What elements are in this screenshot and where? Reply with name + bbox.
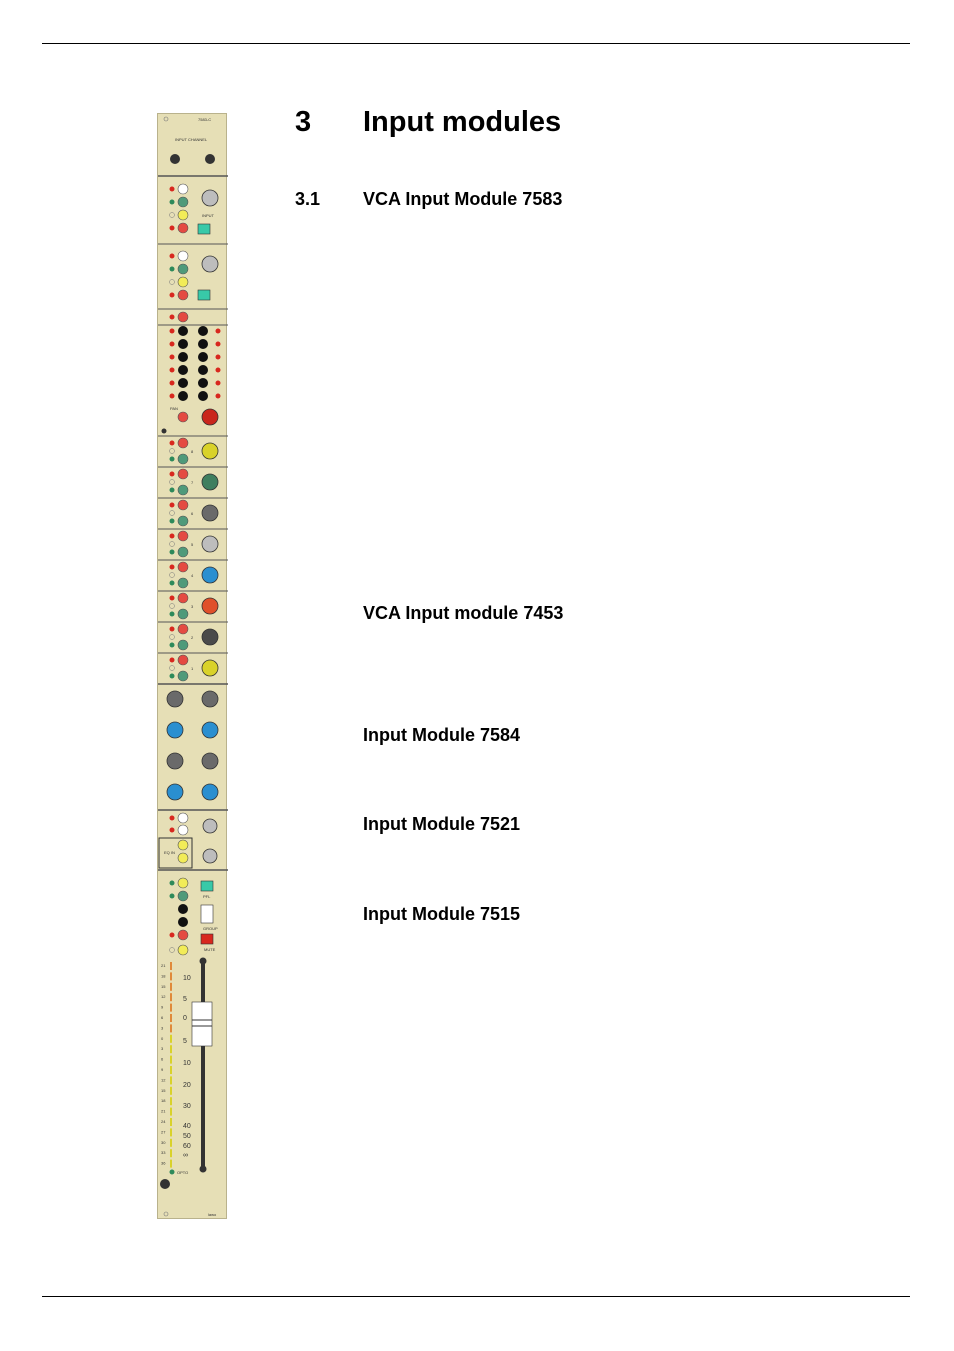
meter-segment [170, 1066, 172, 1074]
meter-segment [170, 1087, 172, 1095]
eq-knob-icon [202, 722, 218, 738]
fader-scale-label: 30 [183, 1103, 191, 1110]
fader-track [201, 962, 205, 1172]
aux-on-button-icon [178, 454, 188, 464]
aux-led [170, 511, 175, 516]
aux-led [170, 612, 175, 617]
meter-scale-label: 21 [161, 1108, 166, 1114]
chapter-number: 3 [295, 106, 312, 138]
meter-segment [170, 1149, 172, 1157]
meter-segment [170, 1004, 172, 1012]
meter-segment [170, 983, 172, 991]
aux-led [170, 457, 175, 462]
aux-led [170, 480, 175, 485]
section-number: 3.1 [295, 189, 321, 209]
eq-knob-icon [202, 691, 218, 707]
routing-button-icon [178, 391, 188, 401]
aux-knob-icon [202, 474, 218, 490]
aux-on-button-icon [178, 640, 188, 650]
meter-scale-label: 9 [161, 1004, 164, 1010]
aux-number: 7 [191, 480, 194, 485]
aux-pre-button-icon [178, 624, 188, 634]
meter-segment [170, 1014, 172, 1022]
meter-segment [170, 962, 172, 970]
fader-scale-label: 5 [183, 996, 187, 1003]
aux-pre-button-icon [178, 500, 188, 510]
aux-number: 8 [191, 449, 194, 454]
routing-button-icon [178, 339, 188, 349]
aux-on-button-icon [178, 547, 188, 557]
aux-knob-icon [202, 443, 218, 459]
meter-segment [170, 972, 172, 980]
routing-led [170, 394, 175, 399]
routing-button-icon [178, 352, 188, 362]
fader-scale-label: 40 [183, 1123, 191, 1130]
eq-knob-icon [202, 753, 218, 769]
aux-led [170, 565, 175, 570]
routing-led [170, 329, 175, 334]
meter-scale-label: 12 [161, 994, 166, 1000]
meter-segment [170, 1076, 172, 1084]
fader-scale-label: 20 [183, 1082, 191, 1089]
eq-section [158, 684, 228, 800]
routing-led [170, 355, 175, 360]
aux-led [170, 441, 175, 446]
aux-pre-button-icon [178, 655, 188, 665]
aux-knob-icon [202, 660, 218, 676]
screw-icon [164, 1212, 168, 1216]
meter-segment [170, 1160, 172, 1168]
routing-led [216, 342, 221, 347]
section-label: INPUT CHANNEL [175, 137, 208, 142]
routing-button-icon [198, 326, 208, 336]
aux-on-button-icon [178, 609, 188, 619]
aux-on-button-icon [178, 516, 188, 526]
aux-knob-icon [202, 598, 218, 614]
meter-scale-label: 3 [161, 1025, 164, 1031]
meter-scale-label: 36 [161, 1160, 166, 1166]
aux-led [170, 519, 175, 524]
aux-led [170, 666, 175, 671]
aux-number: 4 [191, 573, 194, 578]
routing-led [216, 355, 221, 360]
section-title: VCA Input Module 7583 [363, 189, 563, 209]
svg-text:OPTO: OPTO [177, 1170, 189, 1175]
pfl-button-icon [198, 224, 210, 234]
routing-button-icon [198, 339, 208, 349]
fader-scale-label: 60 [183, 1143, 191, 1150]
input-knob-icon [202, 190, 218, 206]
routing-led [170, 342, 175, 347]
aux-on-button-icon [178, 671, 188, 681]
routing-button-icon [178, 326, 188, 336]
level-meter [161, 962, 172, 1168]
routing-button-icon [178, 365, 188, 375]
highcut-knob-icon [203, 849, 217, 863]
aux-knob-icon [202, 567, 218, 583]
module-strip-svg [158, 114, 228, 1220]
meter-segment [170, 1108, 172, 1116]
lowcut-knob-icon [203, 819, 217, 833]
pfl-button-icon [201, 881, 213, 891]
routing-button-icon [198, 352, 208, 362]
eq-knob-icon [167, 691, 183, 707]
meter-segment [170, 1118, 172, 1126]
fader-scale-label: 50 [183, 1133, 191, 1140]
screw-icon [164, 117, 168, 121]
aux-led [170, 542, 175, 547]
subsection-title-7521: Input Module 7521 [363, 814, 521, 834]
meter-scale-label: 15 [161, 1087, 166, 1093]
meter-scale-label: 9 [161, 1067, 164, 1072]
aux-on-button-icon [178, 485, 188, 495]
svg-text:PFL: PFL [203, 894, 211, 899]
meter-scale-label: 3 [161, 1046, 164, 1052]
xlr-screw-icon [205, 154, 215, 164]
meter-segment [170, 1024, 172, 1032]
aux-led [170, 550, 175, 555]
routing-led [216, 394, 221, 399]
module-model-label: 7583-C [198, 117, 212, 122]
aux-number: 3 [191, 604, 194, 609]
aux-led [170, 581, 175, 586]
meter-scale-label: 18 [161, 973, 166, 979]
eq-knob-icon [202, 784, 218, 800]
fader-scale-label: 5 [183, 1038, 187, 1045]
routing-button-icon [198, 391, 208, 401]
aux-led [170, 472, 175, 477]
aux-pre-button-icon [178, 593, 188, 603]
fader-scale-label: 10 [183, 975, 191, 982]
meter-segment [170, 1056, 172, 1064]
chapter-title: Input modules [363, 106, 562, 138]
input-module-illustration [157, 113, 227, 1219]
aux-pre-button-icon [178, 469, 188, 479]
meter-scale-label: 18 [161, 1098, 166, 1104]
aux-number: 5 [191, 542, 194, 547]
screw-icon [160, 1179, 170, 1189]
meter-scale-label: 33 [161, 1150, 166, 1156]
aux-sections [158, 436, 228, 681]
aux-led [170, 503, 175, 508]
aux-led [170, 674, 175, 679]
meter-segment [170, 1128, 172, 1136]
meter-segment [170, 993, 172, 1001]
routing-led [170, 368, 175, 373]
meter-scale-label: 6 [161, 1056, 164, 1062]
svg-text:PAN: PAN [170, 406, 178, 411]
aux-led [170, 596, 175, 601]
svg-text:GROUP: GROUP [203, 926, 218, 931]
subsection-title-7453: VCA Input module 7453 [363, 603, 564, 623]
meter-scale-label: 6 [161, 1015, 164, 1020]
xlr-screw-icon [170, 154, 180, 164]
routing-section [170, 326, 221, 401]
fader-scale [183, 975, 191, 1159]
aux-number: 1 [191, 666, 194, 671]
routing-button-icon [198, 378, 208, 388]
aux-led [170, 643, 175, 648]
aux-led [170, 449, 175, 454]
routing-led [216, 329, 221, 334]
meter-scale-label: 21 [161, 963, 166, 968]
eq-knob-icon [167, 784, 183, 800]
fader-scale-label: 10 [183, 1060, 191, 1067]
aux-led [170, 534, 175, 539]
header-rule [42, 43, 910, 44]
subsection-title-7584: Input Module 7584 [363, 725, 521, 745]
logo: lawo [208, 1212, 217, 1217]
footer-rule [42, 1296, 910, 1297]
fader-knob-icon [192, 1002, 212, 1046]
meter-segment [170, 1097, 172, 1105]
meter-segment [170, 1139, 172, 1147]
meter-segment [170, 1045, 172, 1053]
aux-pre-button-icon [178, 562, 188, 572]
input-2-section [170, 184, 219, 234]
aux-led [170, 658, 175, 663]
aux-pre-button-icon [178, 438, 188, 448]
meter-scale-label: 12 [161, 1077, 166, 1083]
input-1-section [170, 251, 219, 300]
fader-scale-label: 0 [183, 1015, 187, 1022]
aux-on-button-icon [178, 578, 188, 588]
aux-knob-icon [202, 536, 218, 552]
eq-knob-icon [167, 753, 183, 769]
aux-knob-icon [202, 505, 218, 521]
routing-button-icon [198, 365, 208, 375]
routing-led [216, 368, 221, 373]
pan-knob-icon [202, 409, 218, 425]
meter-scale-label: 27 [161, 1129, 166, 1135]
routing-led [170, 381, 175, 386]
aux-knob-icon [202, 629, 218, 645]
aux-number: 2 [191, 635, 194, 640]
svg-text:INPUT: INPUT [202, 213, 214, 218]
meter-scale-label: 24 [161, 1119, 166, 1124]
fader-scale-label: ∞ [183, 1152, 188, 1159]
aux-led [170, 488, 175, 493]
svg-text:EQ IN: EQ IN [164, 850, 175, 855]
meter-scale-label: 0 [161, 1035, 164, 1041]
meter-segment [170, 1035, 172, 1043]
subsection-title-7515: Input Module 7515 [363, 904, 521, 924]
svg-text:MUTE: MUTE [204, 947, 216, 952]
aux-number: 6 [191, 511, 194, 516]
eq-knob-icon [167, 722, 183, 738]
routing-led [216, 381, 221, 386]
aux-led [170, 604, 175, 609]
meter-scale-label: 30 [161, 1139, 166, 1145]
aux-pre-button-icon [178, 531, 188, 541]
aux-led [170, 573, 175, 578]
routing-button-icon [178, 378, 188, 388]
aux-led [170, 635, 175, 640]
group-display-icon [201, 905, 213, 923]
mute-button-icon [201, 934, 213, 944]
aux-led [170, 627, 175, 632]
meter-scale-label: 15 [161, 983, 166, 989]
